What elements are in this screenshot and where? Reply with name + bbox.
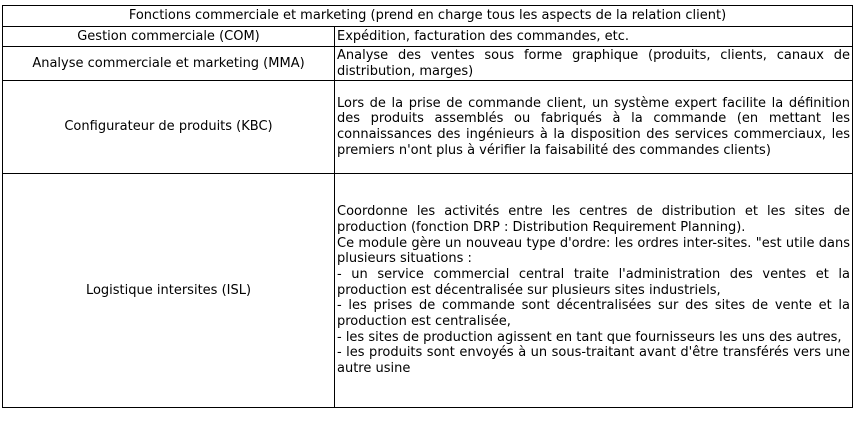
table-row [3, 174, 853, 408]
description-bullet: - les produits sont envoyés à un sous-traitant avant d'être transférés vers une autre usine [337, 345, 851, 377]
module-description [335, 174, 853, 408]
modules-table [2, 5, 853, 408]
description-bullet: - les prises de commande sont décentralisées sur des sites de vente et la production est centralisée, [337, 298, 851, 330]
module-name: Configurateur de produits (KBC) [3, 81, 335, 174]
table-header: Fonctions commerciale et marketing (prend en charge tous les aspects de la relation client) [3, 6, 853, 27]
table-row [3, 27, 853, 47]
description-paragraph: Expédition, facturation des commandes, etc. [337, 28, 630, 44]
description-bullet: - un service commercial central traite l'administration des ventes et la production est décentralisée sur plusieurs sites industriels, [337, 266, 851, 298]
description-paragraph: Coordonne les activités entre les centres de distribution et les sites de production (fonction DRP : Distribution Requirement Planning). [337, 204, 851, 235]
module-description [335, 81, 853, 174]
description-paragraph: Analyse des ventes sous forme graphique (produits, clients, canaux de distribution, marges) [337, 47, 851, 79]
description-paragraph: Lors de la prise de commande client, un système expert facilite la définition des produits assemblés ou fabriqués à la commande (en mettant les connaissances des ingénieurs à la disposition des services commerciaux, les premiers n'ont plus à vérifier la faisabilité des commandes clients) [337, 95, 851, 158]
module-name: Logistique intersites (ISL) [3, 174, 335, 408]
module-description [335, 27, 853, 47]
module-description [335, 47, 853, 81]
table-row [3, 81, 853, 174]
table-row [3, 47, 853, 81]
description-paragraph: Ce module gère un nouveau type d'ordre: les ordres inter-sites. "est utile dans plusieurs situations : [337, 235, 851, 267]
description-bullet: - les sites de production agissent en tant que fournisseurs les uns des autres, [337, 329, 842, 345]
module-name: Analyse commerciale et marketing (MMA) [3, 47, 335, 81]
module-name: Gestion commerciale (COM) [3, 27, 335, 47]
table-header-row [3, 6, 853, 27]
